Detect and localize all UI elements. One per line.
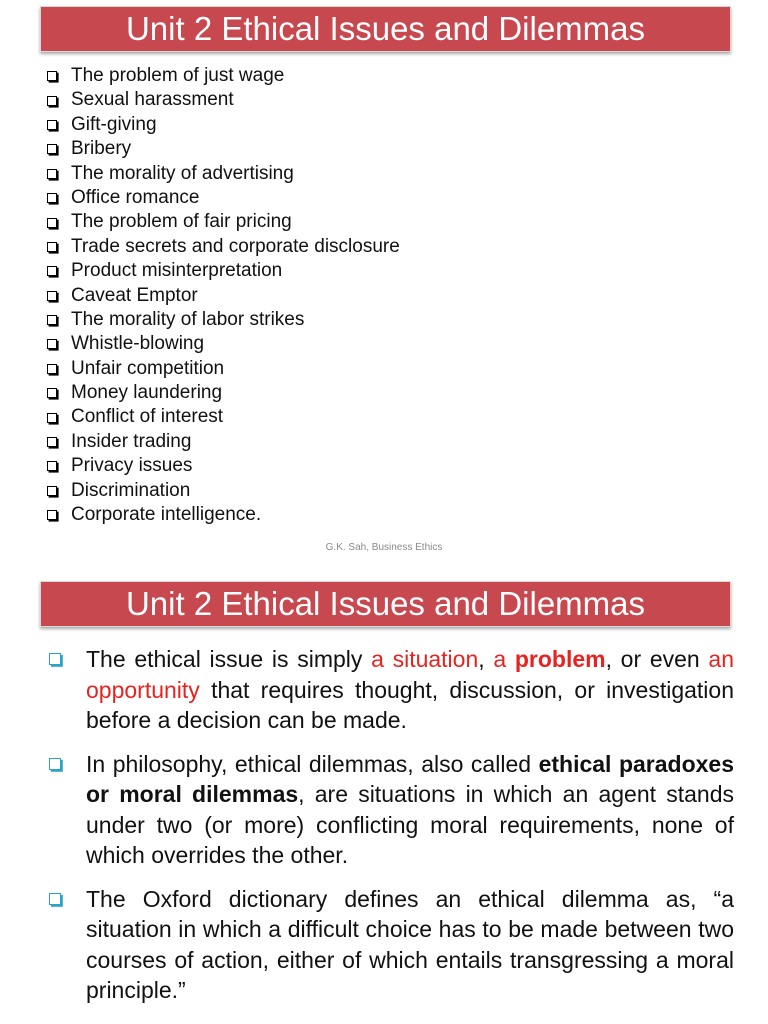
slide-title: Unit 2 Ethical Issues and Dilemmas (40, 6, 731, 52)
checkbox-bullet-icon (47, 413, 57, 423)
square-bullet-icon (49, 653, 61, 665)
topic-item (47, 503, 400, 527)
checkbox-bullet-icon (47, 193, 57, 203)
topic-label: Gift-giving (71, 113, 157, 135)
topic-label: The morality of labor strikes (71, 308, 305, 330)
definition-item (46, 749, 734, 871)
square-bullet-icon (49, 893, 61, 905)
checkbox-bullet-icon (47, 388, 57, 398)
text-run: , are situations in which an agent stands under two (or more) conflicting moral requirements, none of which overrides the other. (86, 781, 734, 868)
topic-label: Bribery (71, 138, 132, 160)
topic-item (47, 162, 400, 186)
topic-item (47, 357, 400, 381)
checkbox-bullet-icon (47, 120, 57, 130)
topic-item (47, 381, 400, 405)
highlight-text: an opportunity (86, 646, 735, 703)
topic-label: Office romance (71, 186, 200, 208)
topic-item (47, 259, 400, 283)
topic-label: The problem of just wage (71, 65, 285, 86)
topic-list (47, 64, 400, 527)
slide-title: Unit 2 Ethical Issues and Dilemmas (40, 581, 731, 627)
topic-label: The morality of advertising (71, 162, 294, 184)
checkbox-bullet-icon (47, 510, 57, 520)
topic-item (47, 235, 400, 259)
square-bullet-icon (49, 758, 61, 770)
topic-label: Whistle-blowing (71, 333, 205, 355)
text-run: The ethical issue is simply (86, 646, 372, 672)
topic-item (47, 430, 400, 454)
checkbox-bullet-icon (47, 266, 57, 276)
topic-label: The problem of fair pricing (71, 211, 292, 233)
text-run: that requires thought, discussion, or investigation before a decision can be made. (86, 676, 734, 733)
definition-item (46, 884, 734, 1006)
topic-item (47, 88, 400, 112)
slide-definitions (0, 566, 768, 1024)
topic-item (47, 479, 400, 503)
topic-item (47, 186, 400, 210)
slide-footer: G.K. Sah, Business Ethics (325, 542, 443, 553)
highlight-bold-text: problem (514, 646, 606, 672)
topic-item (47, 64, 400, 88)
text-run: In philosophy, ethical dilemmas, also called (86, 750, 539, 777)
topic-item (47, 137, 400, 161)
highlight-text: a situation (371, 646, 479, 672)
checkbox-bullet-icon (47, 461, 57, 471)
definition-list (46, 644, 734, 1019)
definition-item (46, 644, 734, 736)
topic-label: Trade secrets and corporate disclosure (71, 235, 400, 257)
topic-label: Unfair competition (71, 357, 225, 379)
text-run: , (478, 646, 494, 672)
topic-label: Product misinterpretation (71, 260, 283, 282)
checkbox-bullet-icon (47, 71, 57, 81)
checkbox-bullet-icon (47, 169, 57, 179)
topic-item (47, 308, 400, 332)
topic-label: Insider trading (71, 430, 192, 452)
checkbox-bullet-icon (47, 339, 57, 349)
topic-item (47, 454, 400, 478)
bold-text: ethical paradoxes or moral dilemmas (86, 750, 735, 807)
topic-label: Privacy issues (71, 455, 193, 477)
checkbox-bullet-icon (47, 218, 57, 228)
topic-label: Corporate intelligence. (71, 504, 262, 526)
checkbox-bullet-icon (47, 144, 57, 154)
topic-item (47, 284, 400, 308)
checkbox-bullet-icon (47, 437, 57, 447)
highlight-text: a (493, 646, 515, 672)
topic-item (47, 113, 400, 137)
text-run: The Oxford dictionary defines an ethical dilemma as, “a situation in which a difficult choice has to be made between two courses of action, either of which entails transgressing a moral principle.” (86, 885, 734, 1003)
text-run: , or even (605, 646, 709, 672)
topic-item (47, 210, 400, 234)
topic-label: Money laundering (71, 382, 223, 404)
checkbox-bullet-icon (47, 364, 57, 374)
topic-item (47, 332, 400, 356)
checkbox-bullet-icon (47, 96, 57, 106)
checkbox-bullet-icon (47, 486, 57, 496)
topic-label: Discrimination (71, 479, 191, 501)
checkbox-bullet-icon (47, 315, 57, 325)
topic-label: Conflict of interest (71, 406, 224, 428)
topic-label: Caveat Emptor (71, 284, 198, 306)
topic-item (47, 405, 400, 429)
topic-label: Sexual harassment (71, 89, 234, 111)
checkbox-bullet-icon (47, 291, 57, 301)
checkbox-bullet-icon (47, 242, 57, 252)
